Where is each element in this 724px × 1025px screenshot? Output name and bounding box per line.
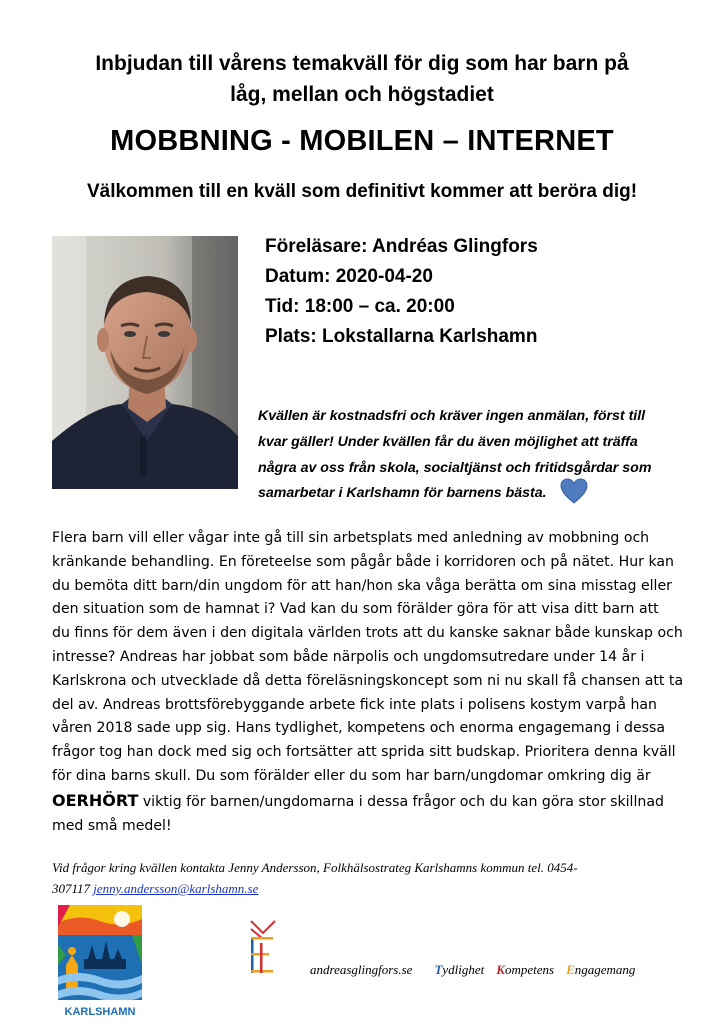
intro-line-2: låg, mellan och högstadiet bbox=[230, 83, 494, 106]
engagemang-rest: ngagemang bbox=[574, 962, 636, 977]
contact-info bbox=[52, 857, 692, 899]
body-line: frågor tog han dock med sig och fortsätter att sprida sitt budskap. Prioritera denna kväll bbox=[52, 744, 676, 761]
speaker-photo bbox=[52, 236, 238, 489]
time-label: Tid: 18:00 – ca. 20:00 bbox=[265, 296, 455, 317]
welcome-text: Välkommen till en kväll som definitivt kommer att beröra dig! bbox=[86, 181, 638, 202]
tydlighet-rest: ydlighet bbox=[442, 962, 485, 977]
body-line: den situation som de hamnat i? Vad kan du som förälder göra för att visa ditt barn att bbox=[52, 601, 659, 618]
event-details bbox=[265, 232, 538, 352]
tydlighet-initial: T bbox=[434, 962, 443, 977]
emphasis-word: OERHÖRT bbox=[52, 790, 139, 810]
date-label: Datum: 2020-04-20 bbox=[265, 266, 433, 287]
body-line: Flera barn vill eller vågar inte gå till sin arbetsplats med anledning av mobbning och bbox=[52, 530, 650, 546]
contact-line-2 bbox=[52, 878, 692, 899]
phone-end: 307117 bbox=[52, 881, 94, 896]
footer-tagline bbox=[310, 962, 635, 978]
description-text bbox=[52, 527, 682, 838]
notice-line: några av oss från skola, socialtjänst och fritidsgårdar som bbox=[258, 459, 652, 476]
notice-line: samarbetar i Karlshamn för barnens bästa. bbox=[258, 485, 547, 502]
engagemang-initial: E bbox=[566, 962, 575, 977]
body-line: du finns för dem även i den digitala världen trots att du kanske saknar både kunskap och bbox=[52, 625, 683, 642]
email-link[interactable]: jenny.andersson@karlshamn.se bbox=[93, 881, 259, 896]
body-line: för dina barns skull. Du som förälder eller du som har barn/ungdomar omkring dig är bbox=[52, 767, 651, 784]
page-title: MOBBNING - MOBILEN – INTERNET bbox=[110, 125, 614, 157]
emphasis-rest: viktig för barnen/ungdomarna i dessa frågor och du kan göra stor skillnad bbox=[138, 793, 664, 810]
notice-line: kvar gäller! Under kvällen får du även möjlighet att träffa bbox=[258, 433, 638, 450]
karlshamn-logo bbox=[58, 905, 142, 1020]
body-line: med små medel! bbox=[52, 817, 172, 834]
body-line: våren 2018 sade upp sig. Hans tydlighet, kompetens och enorma engagemang i dessa bbox=[52, 720, 665, 737]
kompetens-initial: K bbox=[496, 962, 505, 977]
heart-icon bbox=[560, 478, 588, 504]
free-event-notice bbox=[258, 404, 678, 507]
body-line: du bemöta ditt barn/din ungdom för att han/hon ska våga berätta om sina misstag eller bbox=[52, 577, 672, 594]
body-line: Karlskrona och utvecklade då detta föreläsningskoncept som ni nu skall få chansen att ta bbox=[52, 672, 684, 689]
body-line: kränkande behandling. En företeelse som pågår både i korridoren och på nätet. Hur kan bbox=[52, 553, 674, 570]
body-line-emphasis bbox=[52, 789, 682, 815]
place-label: Plats: Lokstallarna Karlshamn bbox=[265, 326, 538, 347]
svg-text:KARLSHAMN: KARLSHAMN bbox=[64, 1006, 136, 1018]
intro-line-1: Inbjudan till vårens temakväll för dig som har barn på bbox=[95, 52, 629, 75]
kompetens-rest: ompetens bbox=[504, 962, 555, 977]
body-line: intresse? Andreas har jobbat som både närpolis och ungdomsutredare under 14 år i bbox=[52, 648, 645, 665]
website-text: andreasglingfors.se bbox=[310, 962, 413, 977]
body-line: del av. Andreas brottsförebyggande arbete fick inte plats i polisens kostym varpå han bbox=[52, 696, 657, 713]
speaker-label: Föreläsare: Andréas Glingfors bbox=[265, 236, 538, 257]
notice-line: Kvällen är kostnadsfri och kräver ingen anmälan, först till bbox=[258, 408, 646, 424]
contact-line: Vid frågor kring kvällen kontakta Jenny Andersson, Folkhälsostrateg Karlshamns kommun tel. 0454- bbox=[52, 860, 578, 875]
intro-heading bbox=[0, 48, 724, 110]
ag-logo bbox=[245, 917, 283, 977]
